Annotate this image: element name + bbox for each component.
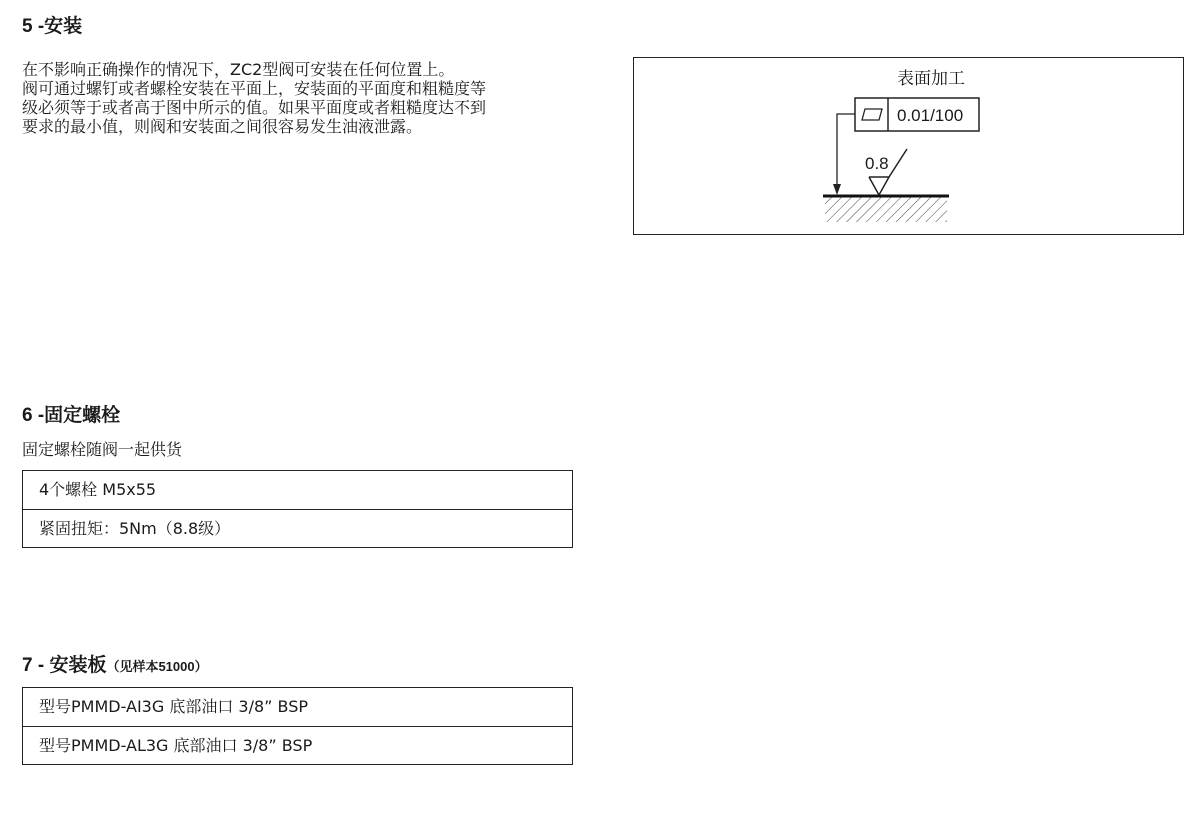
- section-6-text: [22, 440, 182, 459]
- section-5-line: 要求的最小值，则阀和安装面之间很容易发生油液泄露。: [22, 117, 423, 136]
- leader-line: [837, 114, 855, 192]
- roughness-value: 0.8: [865, 154, 889, 173]
- section-7-subtitle: （见样本51000）: [106, 659, 208, 674]
- section-5-line: 阀可通过螺钉或者螺栓安装在平面上，安装面的平面度和粗糙度等: [22, 79, 487, 98]
- leader-arrow-icon: [833, 184, 841, 195]
- flatness-symbol-icon: [862, 109, 882, 120]
- bolts-table: [22, 470, 573, 548]
- surface-finish-diagram: [634, 58, 1185, 236]
- surface-finish-figure: [633, 57, 1184, 235]
- section-5-line: 级必须等于或者高于图中所示的值。如果平面度或者粗糙度达不到: [22, 98, 487, 117]
- table-row: 紧固扭矩：5Nm（8.8级）: [23, 509, 572, 547]
- section-7-title-text: 7 - 安装板: [22, 655, 107, 676]
- section-5-text: [22, 60, 486, 136]
- mounting-plate-table: [22, 687, 573, 765]
- figure-title: 表面加工: [897, 69, 965, 89]
- flatness-value: 0.01/100: [897, 106, 964, 125]
- section-5-title: 5 -安装: [22, 16, 83, 37]
- section-6-title: 6 -固定螺栓: [22, 405, 121, 426]
- table-row: 4个螺栓 M5x55: [39, 480, 157, 499]
- section-5-line: 在不影响正确操作的情况下，ZC2型阀可安装在任何位置上。: [22, 60, 455, 79]
- surface-hatching: [825, 197, 947, 222]
- table-row: 型号PMMD-AI3G 底部油口 3/8” BSP: [39, 697, 309, 716]
- section-6-description: 固定螺栓随阀一起供货: [22, 440, 183, 459]
- table-row: 型号PMMD-AL3G 底部油口 3/8” BSP: [23, 726, 572, 764]
- roughness-symbol-tail: [889, 149, 907, 177]
- roughness-symbol-icon: [869, 177, 889, 195]
- section-7-title: [22, 650, 208, 677]
